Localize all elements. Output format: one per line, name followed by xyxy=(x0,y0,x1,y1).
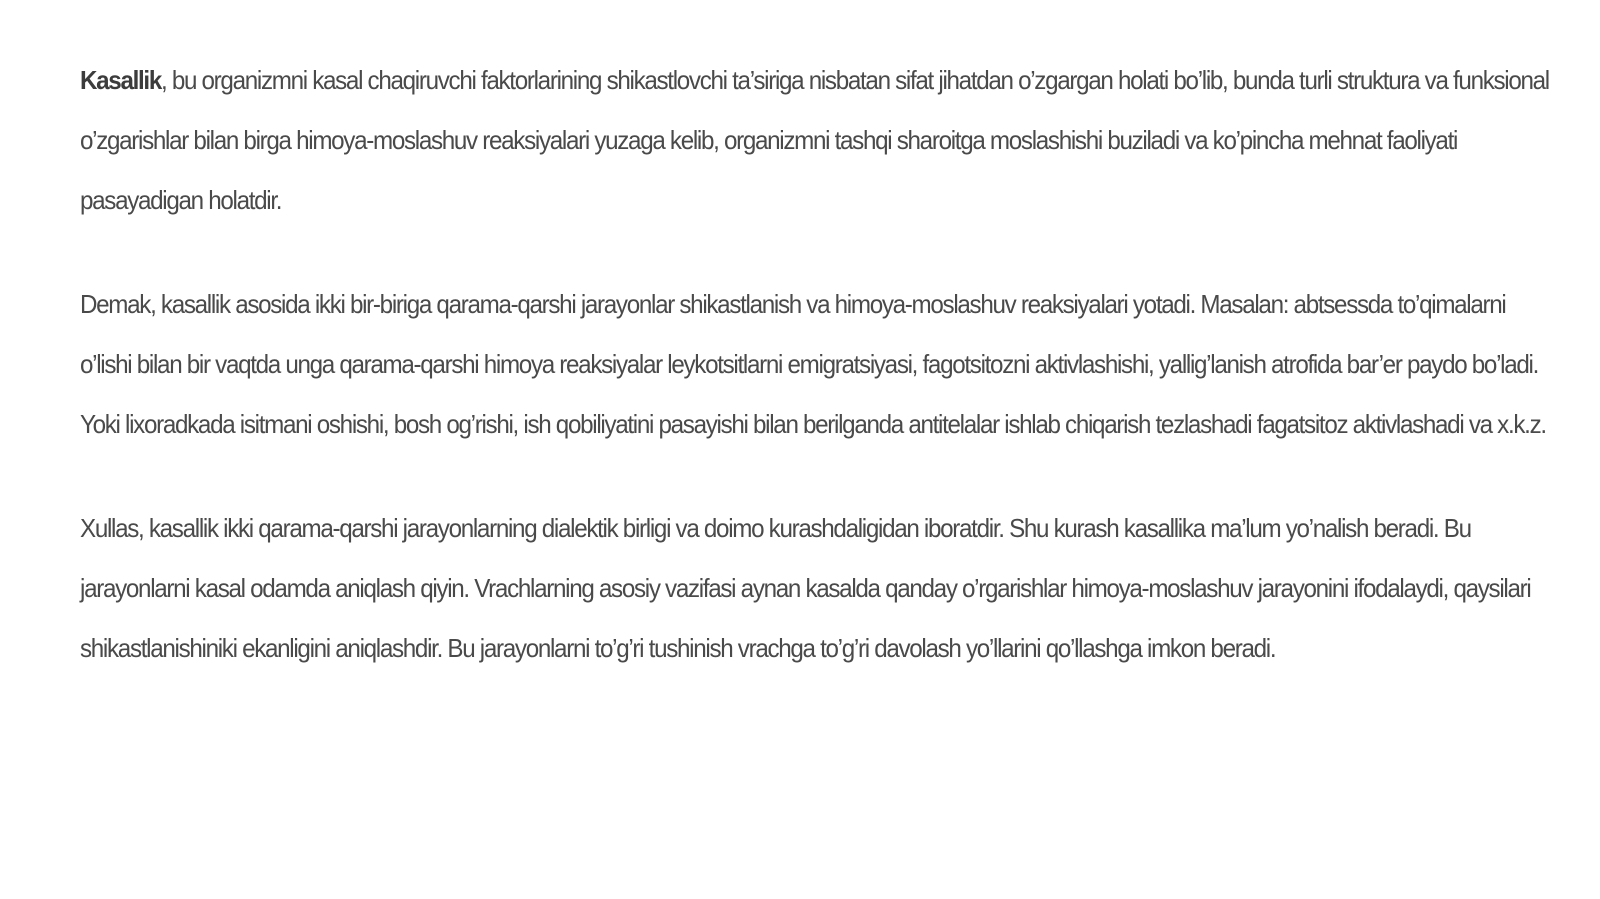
paragraph-conclusion: Xullas, kasallik ikki qarama-qarshi jarayonlarning dialektik birligi va doimo kurashdaligidan iboratdir. Shu kurash kasallika ma’lum yo’nalish beradi. Bu jarayonlarni kasal odamda aniqlash qiyin. Vrachlarning asosiy vazifasi aynan kasalda qanday o’rgarishlar himoya-moslashuv jarayonini ifodalaydi, qaysilari shikastlanishiniki ekanligini aniqlashdir. Bu jarayonlarni to’g’ri tushinish vrachga to’g’ri davolash yo’llarini qo’llashga imkon beradi. xyxy=(80,513,1531,663)
term-kasallik: Kasallik xyxy=(80,65,161,95)
paragraph-definition-text: , bu organizmni kasal chaqiruvchi faktorlarining shikastlovchi ta’siriga nisbatan sifat jihatdan o’zgargan holati bo’lib, bunda turli struktura va funksional o’zgarishlar bilan birga himoya-moslashuv reaksiyalari yuzaga kelib, organizmni tashqi sharoitga moslashishi buziladi va ko’pincha mehnat faoliyati pasayadigan holatdir. xyxy=(80,65,1549,215)
paragraph-definition xyxy=(80,50,1559,230)
paragraph-opposing-processes: Demak, kasallik asosida ikki bir-biriga qarama-qarshi jarayonlar shikastlanish va himoya-moslashuv reaksiyalari yotadi. Masalan: abtsessda to’qimalarni o’lishi bilan bir vaqtda unga qarama-qarshi himoya reaksiyalar leykotsitlarni emigratsiyasi, fagotsitozni aktivlashishi, yallig’lanish atrofida bar’er paydo bo’ladi. Yoki lixoradkada isitmani oshishi, bosh og’rishi, ish qobiliyatini pasayishi bilan berilganda antitelalar ishlab chiqarish tezlashadi fagatsitoz aktivlashadi va x.k.z. xyxy=(80,289,1546,439)
